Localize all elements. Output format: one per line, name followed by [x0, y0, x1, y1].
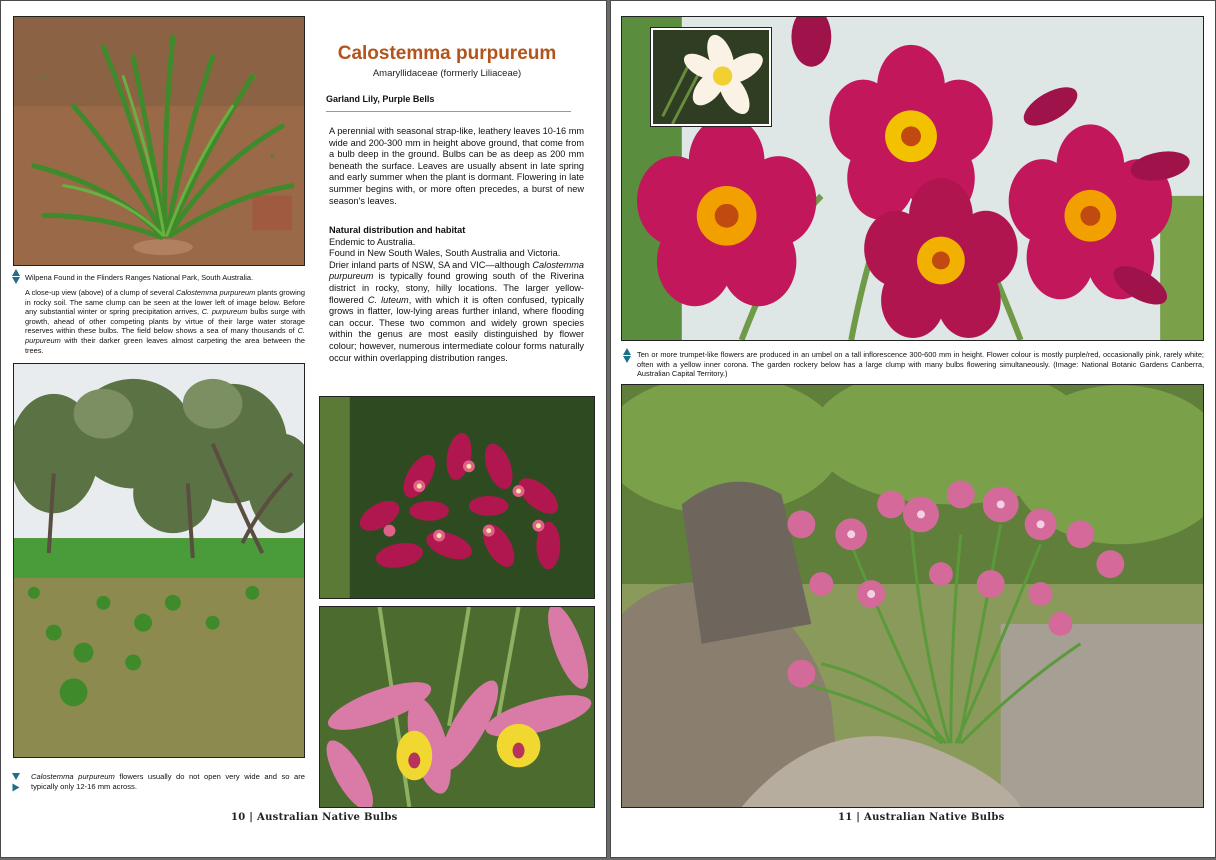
arrow-updown-icon-right	[623, 348, 632, 363]
distribution-section	[329, 225, 584, 364]
photo-flower-closeup	[319, 606, 595, 808]
intro-paragraph	[329, 126, 584, 207]
right-page	[610, 0, 1216, 858]
dist-luteum: C. luteum	[367, 294, 409, 305]
distribution-heading: Natural distribution and habitat	[329, 225, 466, 235]
left-page	[0, 0, 607, 858]
distribution-line-1: Endemic to Australia.	[329, 236, 416, 247]
arrow-updown-icon	[12, 269, 21, 284]
dist-p1: Drier inland parts of NSW, SA and VIC—although	[329, 259, 533, 270]
caption-flower-text: flowers usually do not open very wide and so are typically only 12-16 mm across.	[31, 772, 305, 791]
page-footer-left: 10 | Australian Native Bulbs	[231, 812, 398, 823]
caption-wilpena-title: Wilpena Found in the Flinders Ranges National Park, South Australia.	[25, 273, 254, 282]
caption-clump	[25, 288, 305, 355]
dist-p2: is typically found growing south of the Riverina district in rocky, stony, hilly locations. The larger yellow-flowered	[329, 271, 584, 305]
page-title: Calostemma purpureum	[337, 43, 557, 64]
caption-flower-species: Calostemma purpureum	[31, 772, 115, 781]
photo-plant-clump	[13, 16, 305, 266]
caption-clump-a: A close-up view (above) of a clump of several	[25, 288, 176, 297]
distribution-line-2: Found in New South Wales, South Australia and Victoria.	[329, 248, 561, 259]
common-names: Garland Lily, Purple Bells	[326, 94, 435, 104]
page-footer-right: 11 | Australian Native Bulbs	[838, 812, 1005, 823]
divider	[326, 111, 571, 112]
photo-garden-rockery	[621, 384, 1204, 808]
caption-clump-species: Calostemma purpureum	[175, 288, 256, 297]
distribution-paragraph	[329, 260, 584, 364]
photo-flower-umbel	[319, 396, 595, 599]
arrow-down-icon	[12, 773, 21, 791]
caption-clump-c: plants growing in rocky soil. The same clump can be seen at the lower left of image below. Before any substantial winter or spring precipitation arrives,	[25, 288, 305, 317]
caption-clump-e: bulbs surge with growth, ahead of other competing plants by virtue of their large water storage reserves within these bulbs. The field below shows a sea of many thousands of	[25, 307, 305, 336]
dist-p3: , with which it is often confused, typically grows in flatter, low-lying areas further inland, where flooding can occur. These two common and widely grown species within the genus are most easily distinguished by flower colour; however, numerous intermediate colour forms naturally occur within overlapping distribution ranges.	[329, 294, 584, 363]
caption-clump-cp2: C. purpureum	[25, 326, 305, 345]
photo-white-flower-inset	[651, 28, 771, 126]
photo-field-trees	[13, 363, 305, 758]
family-name: Amaryllidaceae (formerly Liliaceae)	[372, 68, 522, 79]
caption-clump-g: with their darker green leaves almost carpeting the area between the trees.	[25, 335, 305, 355]
dist-species: Calostemma purpureum	[329, 259, 584, 282]
caption-flowers-right: Ten or more trumpet-like flowers are produced in an umbel on a tall inflorescence 300-600 mm in height. Flower colour is mostly purple/red, occasionally pink, rarely white; often with a yellow inner corona. The garden rockery below has a large clump with many bulbs flowering simultaneously. (Image: National Botanic Gardens Canberra, Australian Capital Territory.)	[637, 350, 1204, 379]
caption-flower-width	[31, 772, 305, 791]
caption-clump-cp1: C. purpureum	[201, 307, 248, 317]
intro-text: A perennial with seasonal strap-like, leathery leaves 10-16 mm wide and 200-300 mm in height above ground, that come from a bulb deep in the ground. Bulbs can be as deep as 200 mm beneath the surface. Leaves are usually absent in late spring and early summer when the plant is dormant. Flowering in late summer begins with, or more often precedes, a burst of new season's leaves.	[329, 126, 584, 206]
